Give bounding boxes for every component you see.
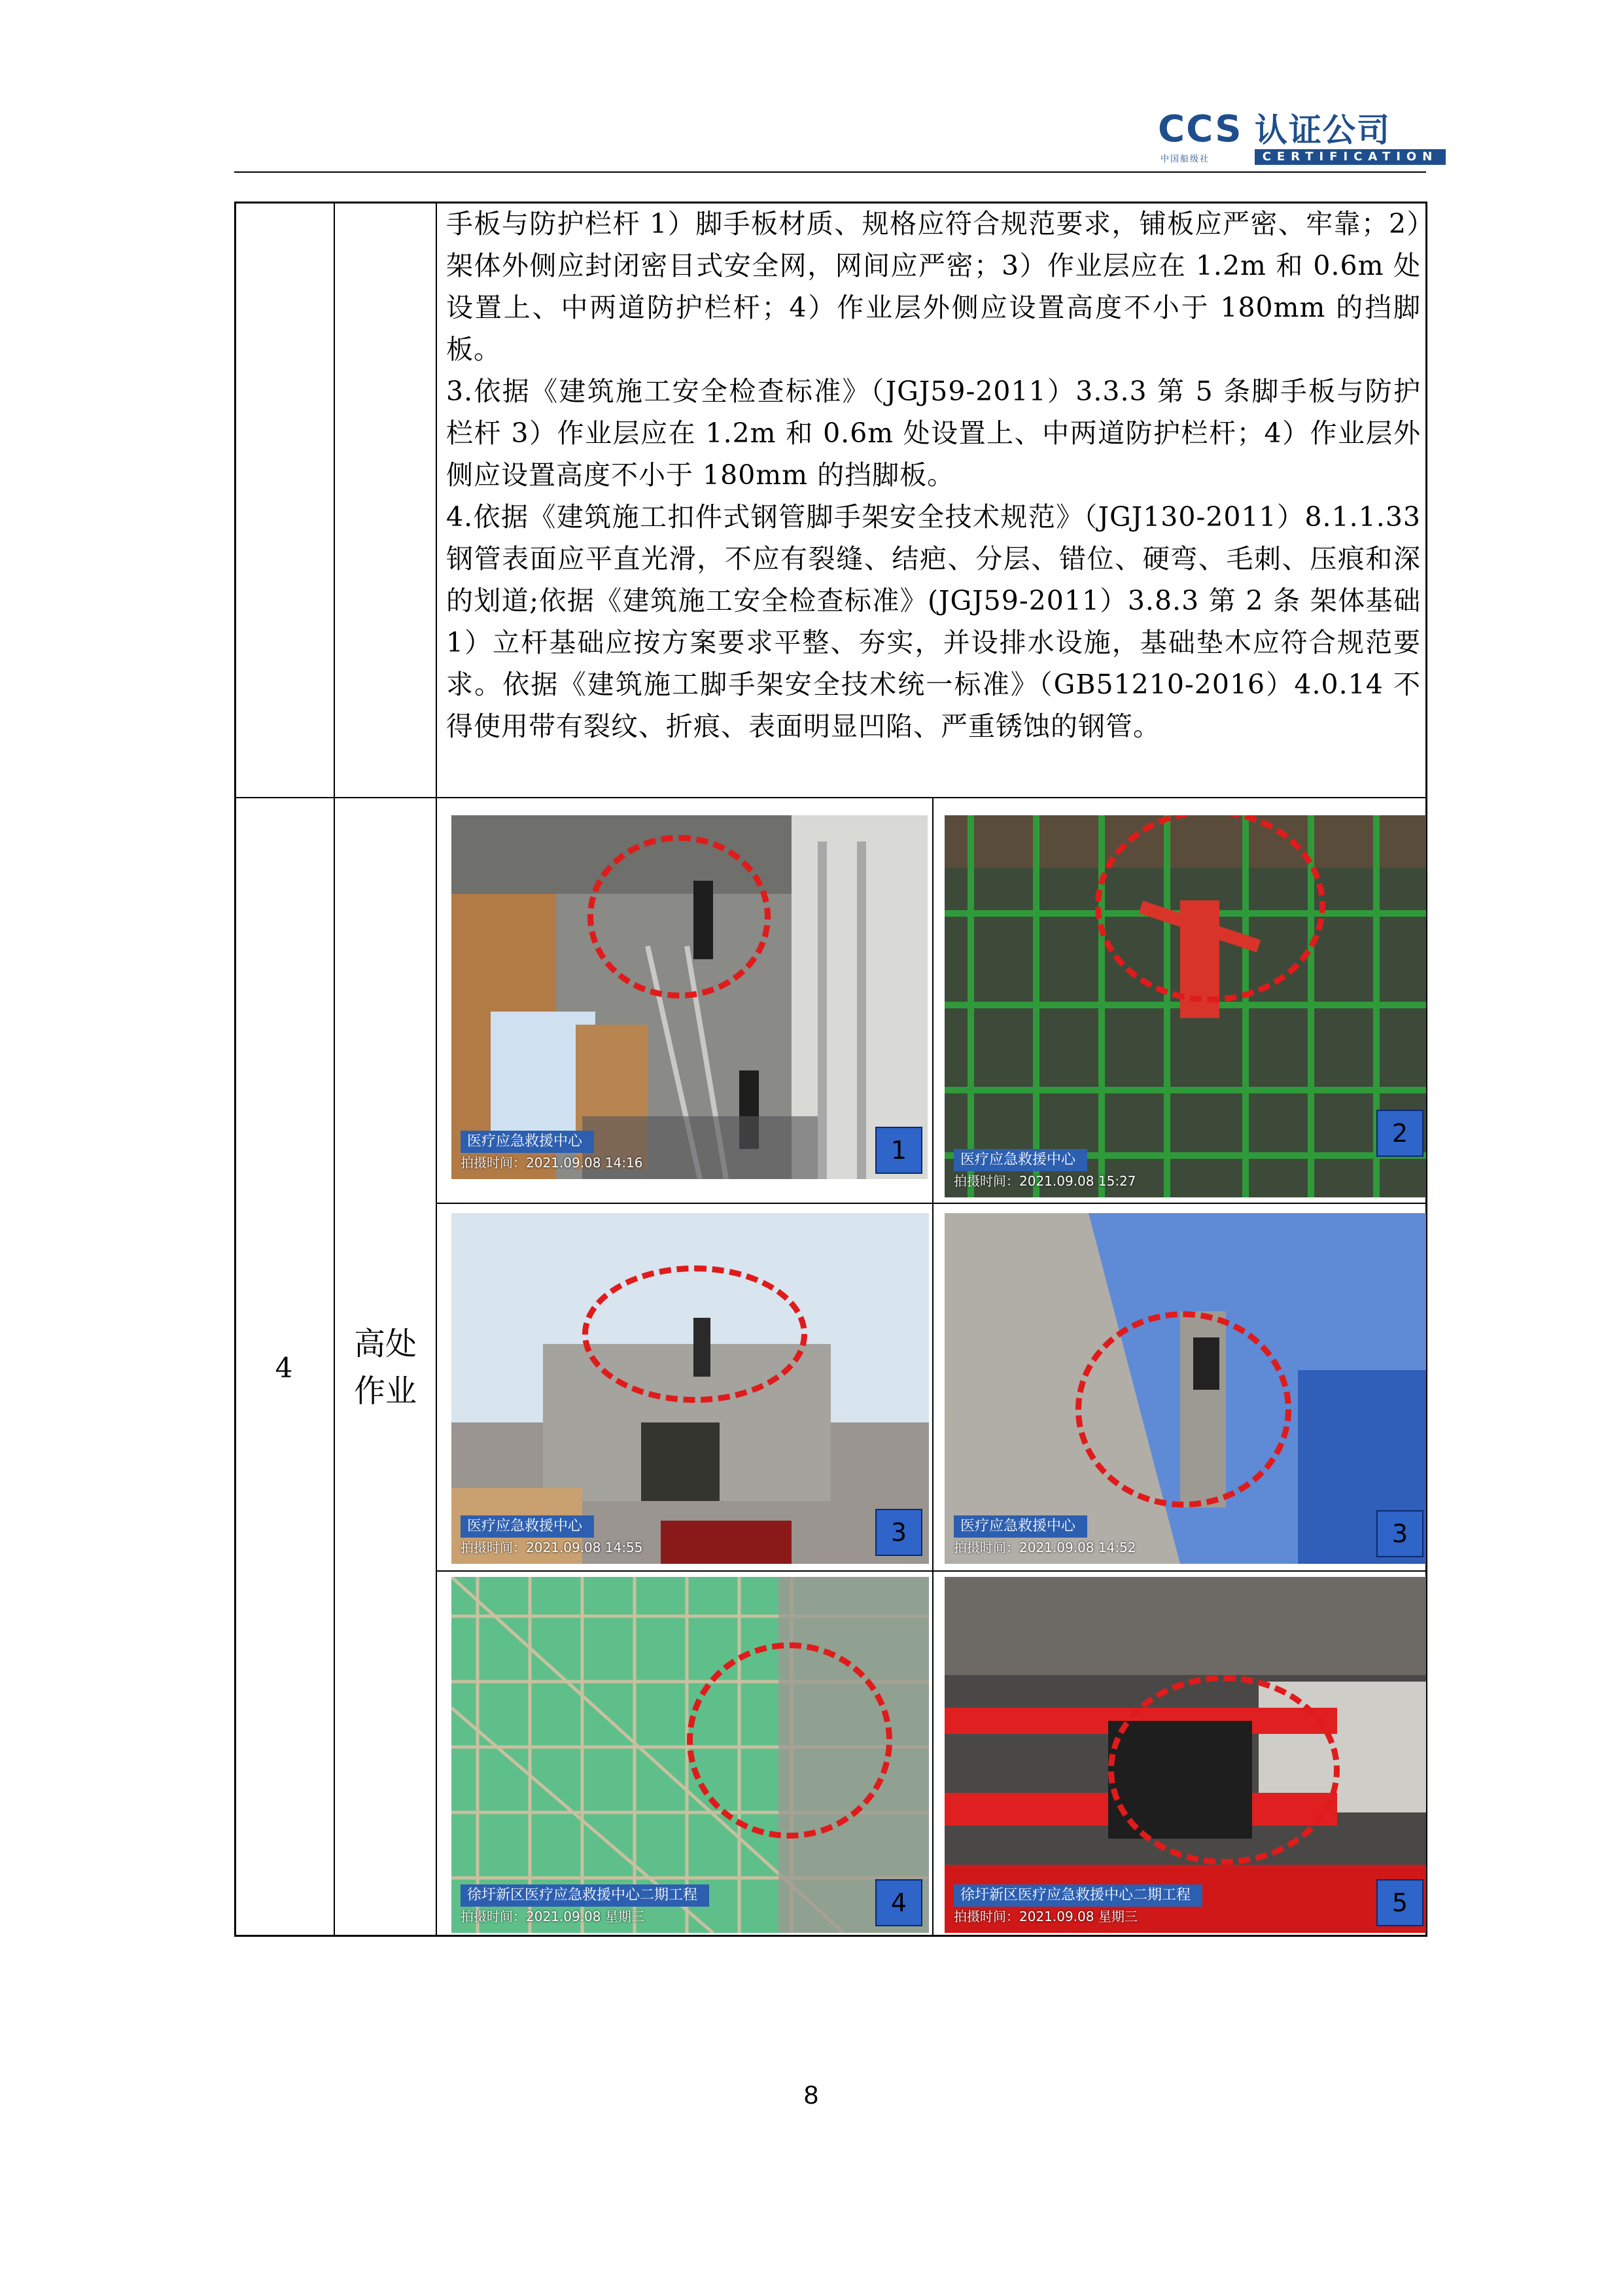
photo-badge: 2 xyxy=(1376,1110,1423,1157)
standard-paragraph: 3.依据《建筑施工安全检查标准》（JGJ59-2011）3.3.3 第 5 条脚手板与防护栏杆 3）作业层应在 1.2m 和 0.6m 处设置上、中两道防护栏杆；4）作业层外侧应设置高度不小于 180mm 的挡脚板。 xyxy=(446,376,1421,491)
photo-badge: 3 xyxy=(1376,1510,1423,1557)
row-number: 4 xyxy=(275,1351,293,1384)
standards-text-cell xyxy=(446,203,1421,747)
photo-caption: 医疗应急救援中心 拍摄时间：2021.09.08 14:55 xyxy=(461,1515,643,1556)
photo-caption: 医疗应急救援中心 拍摄时间：2021.09.08 14:52 xyxy=(954,1515,1136,1556)
photo-badge: 4 xyxy=(875,1879,922,1926)
logo-ccs-text: CCS xyxy=(1158,108,1243,150)
site-photo-6 xyxy=(945,1577,1426,1933)
row-category xyxy=(335,798,436,1937)
site-photo-1 xyxy=(451,815,928,1179)
page-number: 8 xyxy=(803,2081,819,2110)
header-rule xyxy=(234,171,1426,173)
photo-badge: 5 xyxy=(1376,1879,1423,1926)
site-photo-5 xyxy=(451,1577,929,1933)
logo-en-text: CERTIFICATION xyxy=(1255,149,1446,165)
photo-caption: 徐圩新区医疗应急救援中心二期工程 拍摄时间：2021.09.08 星期三 xyxy=(954,1884,1202,1925)
photo-caption: 徐圩新区医疗应急救援中心二期工程 拍摄时间：2021.09.08 星期三 xyxy=(461,1884,709,1925)
category-line1: 高处 xyxy=(353,1326,417,1362)
site-photo-2 xyxy=(945,815,1426,1197)
photo-badge: 3 xyxy=(875,1509,922,1556)
photo-badge: 1 xyxy=(875,1127,922,1174)
site-photo-3 xyxy=(451,1213,929,1564)
photo-caption: 医疗应急救援中心 拍摄时间：2021.09.08 15:27 xyxy=(954,1149,1136,1190)
standard-paragraph: 4.依据《建筑施工扣件式钢管脚手架安全技术规范》（JGJ130-2011）8.1.1.33 钢管表面应平直光滑，不应有裂缝、结疤、分层、错位、硬弯、毛刺、压痕和深的划道;依据《建筑施工安全检查标准》(JGJ59-2011）3.8.3 第 2 条 架体基础 1）立杆基础应按方案要求平整、夯实，并设排水设施，基础垫木应符合规范要求。依据《建筑施工脚手架安全技术统一标准》（GB51210-2016）4.0.14 不得使用带有裂纹、折痕、表面明显凹陷、严重锈蚀的钢管。 xyxy=(446,501,1421,742)
photo-caption: 医疗应急救援中心 拍摄时间：2021.09.08 14:16 xyxy=(461,1131,643,1171)
ccs-certification-logo xyxy=(1158,110,1446,170)
standard-paragraph: 手板与防护栏杆 1）脚手板材质、规格应符合规范要求，铺板应严密、牢靠；2）架体外侧应封闭密目式安全网，网间应严密；3）作业层应在 1.2m 和 0.6m 处设置上、中两道防护栏杆；4）作业层外侧应设置高度不小于 180mm 的挡脚板。 xyxy=(446,208,1421,365)
site-photo-4 xyxy=(945,1213,1426,1564)
logo-cn-text: 认证公司 xyxy=(1255,111,1391,149)
category-line2: 作业 xyxy=(353,1373,417,1409)
logo-sub-text: 中国船级社 xyxy=(1161,154,1210,164)
